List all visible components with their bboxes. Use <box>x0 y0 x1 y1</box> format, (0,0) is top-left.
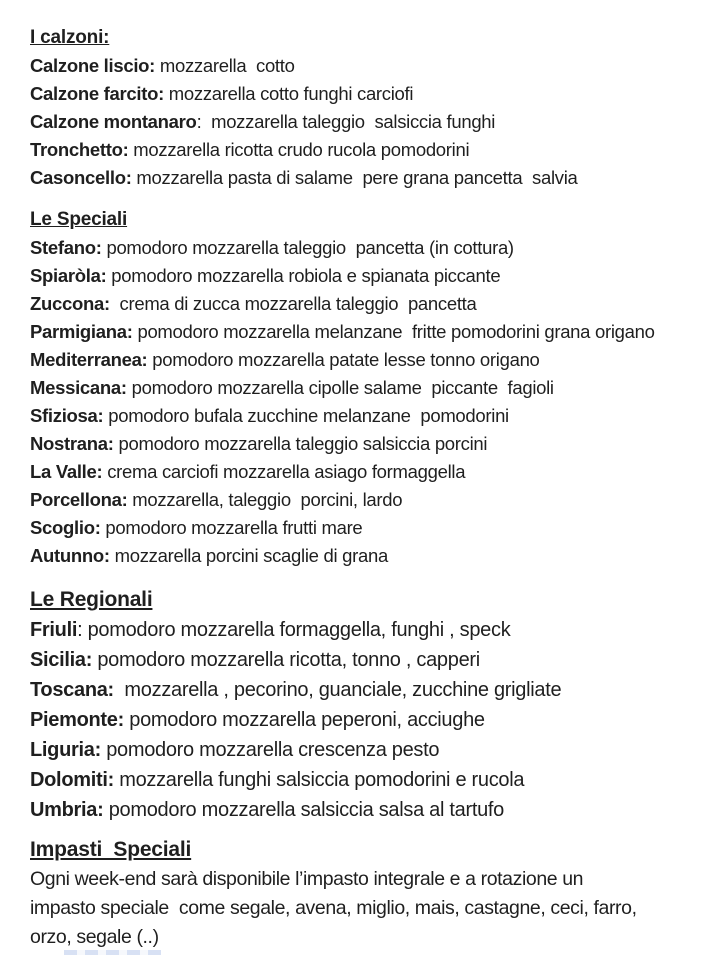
menu-item <box>30 374 694 402</box>
item-description: pomodoro mozzarella robiola e spianata piccante <box>106 265 501 286</box>
item-description: mozzarella, taleggio porcini, lardo <box>127 489 403 510</box>
menu-item <box>30 486 694 514</box>
menu-item <box>30 402 694 430</box>
item-description: pomodoro mozzarella patate lesse tonno origano <box>147 349 540 370</box>
item-name: Tronchetto: <box>30 139 129 160</box>
menu-item <box>30 430 694 458</box>
item-name: Sfiziosa: <box>30 405 104 426</box>
menu-item <box>30 735 694 765</box>
item-description: crema carciofi mozzarella asiago formaggella <box>102 461 466 482</box>
item-description: pomodoro mozzarella salsiccia salsa al tartufo <box>103 799 504 821</box>
item-name: Spiaròla: <box>30 265 107 286</box>
section-regionali <box>30 584 694 825</box>
section-heading: Impasti Speciali <box>30 838 192 861</box>
item-name: Liguria: <box>30 739 101 761</box>
paragraph-line: impasto speciale come segale, avena, miglio, mais, castagne, ceci, farro, <box>30 897 637 919</box>
menu-item <box>30 645 694 675</box>
item-name: Casoncello: <box>30 167 132 188</box>
item-description: pomodoro mozzarella cipolle salame piccante fagioli <box>126 377 554 398</box>
item-description: mozzarella porcini scaglie di grana <box>109 545 388 566</box>
item-description: mozzarella , pecorino, guanciale, zucchine grigliate <box>113 679 562 701</box>
item-name: Mediterranea: <box>30 349 148 370</box>
item-name: Toscana: <box>30 679 114 701</box>
menu-item <box>30 318 694 346</box>
menu-item <box>30 80 694 108</box>
item-name: Piemonte: <box>30 709 124 731</box>
truncated-text-fragment <box>64 950 161 955</box>
paragraph-line: Ogni week-end sarà disponibile l’impasto integrale e a rotazione un <box>30 868 584 890</box>
menu-item <box>30 234 694 262</box>
item-name: Nostrana: <box>30 433 114 454</box>
menu-item <box>30 136 694 164</box>
item-name: Porcellona: <box>30 489 128 510</box>
item-description: pomodoro mozzarella ricotta, tonno , capperi <box>92 649 480 671</box>
paragraph-line: orzo, segale (..) <box>30 926 159 948</box>
menu-item <box>30 262 694 290</box>
menu-item <box>30 52 694 80</box>
item-name: Scoglio: <box>30 517 101 538</box>
item-name: Calzone farcito: <box>30 83 164 104</box>
item-name: Friuli <box>30 619 78 641</box>
item-name: Messicana: <box>30 377 127 398</box>
item-description: : mozzarella taleggio salsiccia funghi <box>196 111 496 132</box>
menu-item <box>30 705 694 735</box>
item-name: La Valle: <box>30 461 103 482</box>
menu-item <box>30 290 694 318</box>
section-heading: I calzoni: <box>30 27 110 48</box>
menu-item <box>30 346 694 374</box>
menu-item <box>30 108 694 136</box>
item-name: Stefano: <box>30 237 102 258</box>
item-description: pomodoro mozzarella frutti mare <box>100 517 363 538</box>
menu-item <box>30 164 694 192</box>
item-description: pomodoro mozzarella melanzane fritte pomodorini grana origano <box>132 321 655 342</box>
section-calzoni <box>30 24 694 192</box>
section-speciali <box>30 206 694 570</box>
item-description: pomodoro mozzarella taleggio salsiccia porcini <box>113 433 488 454</box>
item-description: : pomodoro mozzarella formaggella, funghi , speck <box>77 619 511 641</box>
item-description: pomodoro mozzarella taleggio pancetta (in cottura) <box>101 237 514 258</box>
item-description: pomodoro mozzarella crescenza pesto <box>100 739 440 761</box>
section-heading: Le Speciali <box>30 209 128 230</box>
menu-item <box>30 675 694 705</box>
menu-item <box>30 765 694 795</box>
item-description: pomodoro bufala zucchine melanzane pomodorini <box>103 405 509 426</box>
item-name: Sicilia: <box>30 649 93 671</box>
menu-item <box>30 795 694 825</box>
menu-item <box>30 615 694 645</box>
item-name: Parmigiana: <box>30 321 133 342</box>
menu-item <box>30 542 694 570</box>
item-name: Calzone montanaro <box>30 111 197 132</box>
menu-item <box>30 514 694 542</box>
section-impasti <box>30 835 694 952</box>
item-name: Autunno: <box>30 545 110 566</box>
item-name: Umbria: <box>30 799 104 821</box>
menu-item <box>30 458 694 486</box>
item-name: Zuccona: <box>30 293 110 314</box>
item-description: pomodoro mozzarella peperoni, acciughe <box>123 709 485 731</box>
item-description: mozzarella cotto funghi carciofi <box>163 83 414 104</box>
item-name: Dolomiti: <box>30 769 114 791</box>
item-description: mozzarella funghi salsiccia pomodorini e rucola <box>113 769 525 791</box>
item-description: mozzarella pasta di salame pere grana pancetta salvia <box>131 167 578 188</box>
item-description: mozzarella ricotta crudo rucola pomodorini <box>128 139 470 160</box>
section-heading: Le Regionali <box>30 588 153 611</box>
item-name: Calzone liscio: <box>30 55 156 76</box>
item-description: crema di zucca mozzarella taleggio pancetta <box>109 293 477 314</box>
item-description: mozzarella cotto <box>155 55 295 76</box>
